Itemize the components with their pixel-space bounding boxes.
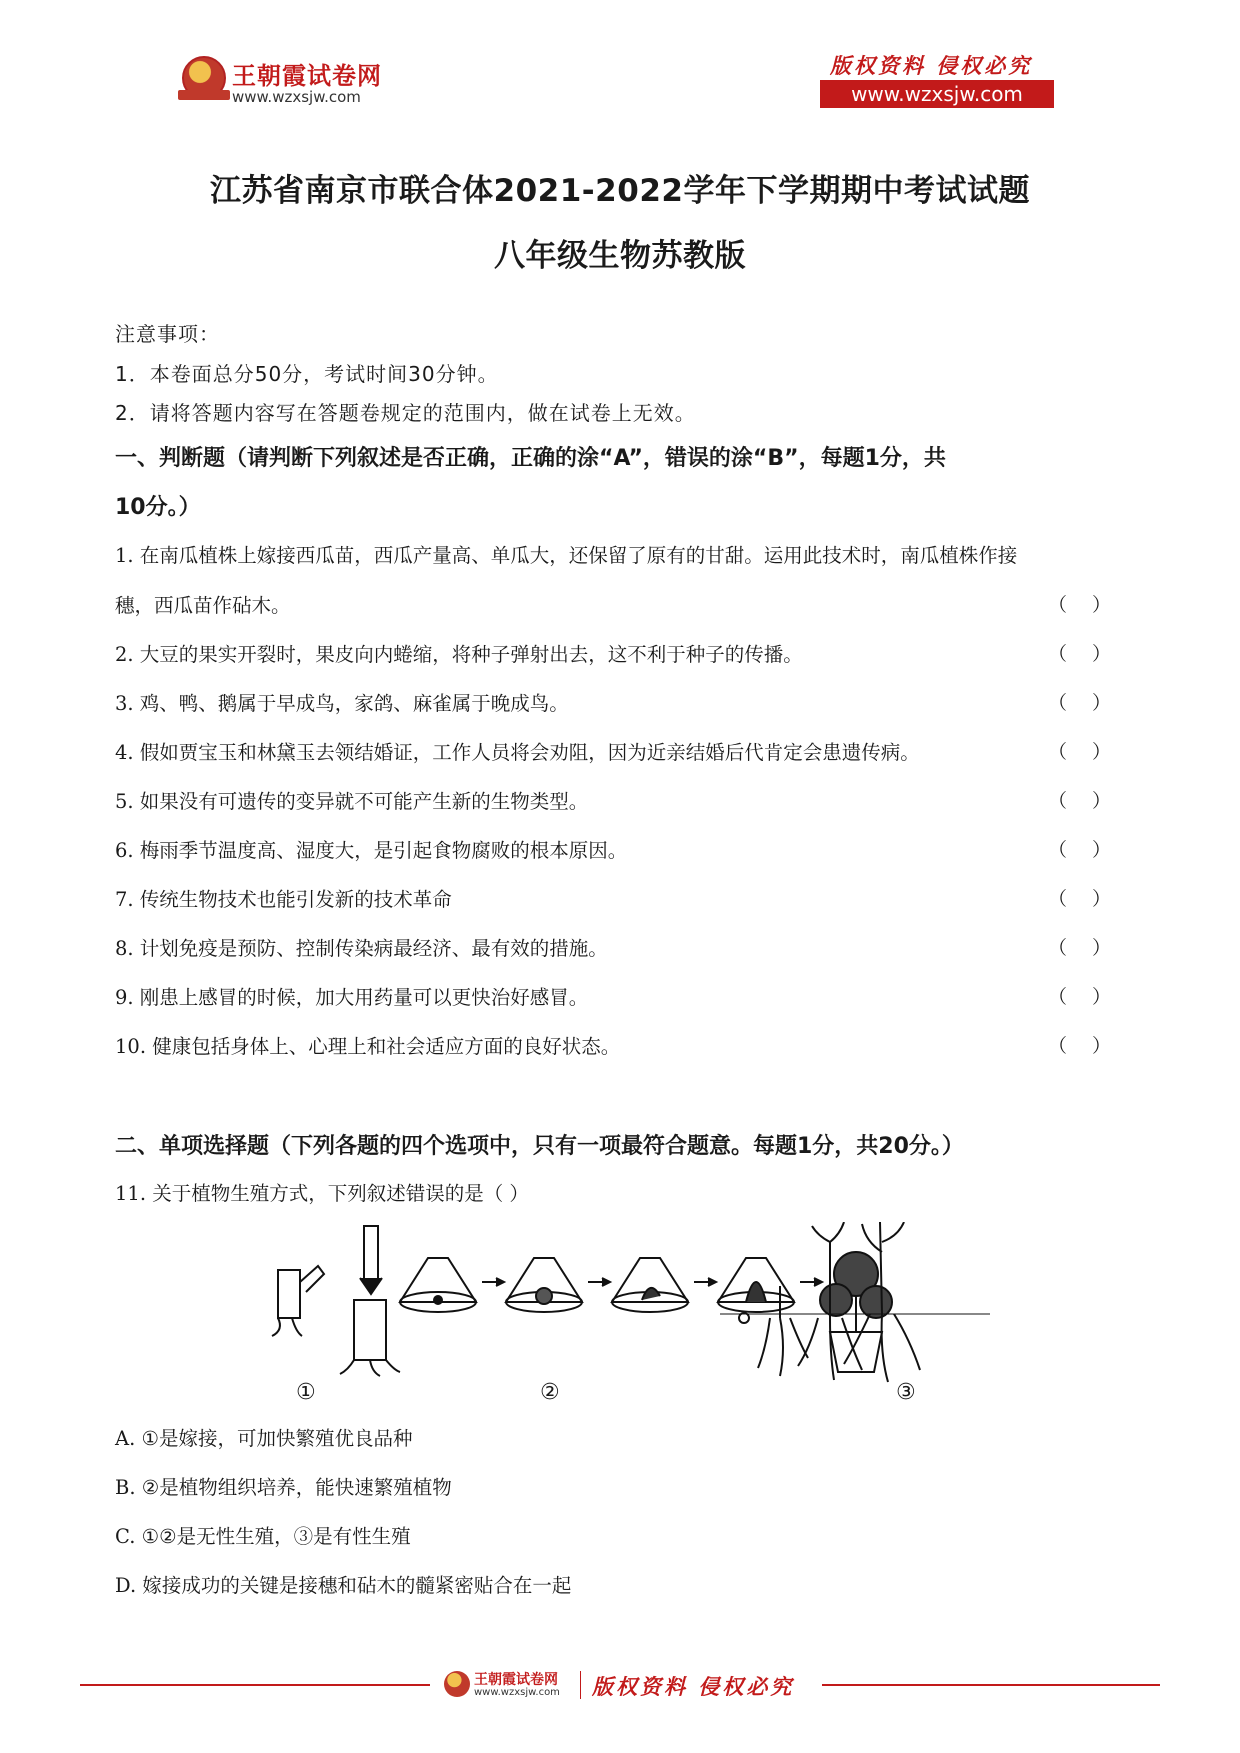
figure-label-2: ② [540,1380,560,1405]
question-6: 6. 梅雨季节温度高、湿度大，是引起食物腐败的根本原因。 [115,839,628,862]
copyright-block [820,50,1058,112]
figure-label-3: ③ [896,1380,916,1405]
ribbon-icon [178,90,230,100]
answer-blank: （ ） [1048,839,1112,861]
copyright-text: 版权资料 侵权必究 [830,53,1033,78]
page-footer [80,1665,1160,1705]
question-4: 4. 假如贾宝玉和林黛玉去领结婚证，工作人员将会劝阻，因为近亲结婚后代肯定会患遗传病。 [115,741,920,764]
footer-divider [822,1684,1160,1686]
notice-heading: 注意事项： [115,322,220,346]
option-d: D. 嫁接成功的关键是接穗和砧木的髓紧密贴合在一起 [115,1574,572,1597]
answer-blank: （ ） [1048,594,1112,616]
answer-blank: （ ） [1048,888,1112,910]
option-c: C. ①②是无性生殖，③是有性生殖 [115,1525,411,1548]
footer-divider [80,1684,430,1686]
footer-seal-icon [444,1671,470,1697]
question-11: 11. 关于植物生殖方式，下列叙述错误的是（ ） [115,1182,529,1205]
figure-label-1: ① [296,1380,316,1405]
exam-title: 江苏省南京市联合体2021-2022学年下学期期中考试试题 [210,173,1030,209]
question-3: 3. 鸡、鸭、鹅属于早成鸟，家鸽、麻雀属于晚成鸟。 [115,692,569,715]
section2-heading: 二、单项选择题（下列各题的四个选项中，只有一项最符合题意。每题1分，共20分。） [115,1134,964,1159]
answer-blank: （ ） [1048,741,1112,763]
option-a: A. ①是嫁接，可加快繁殖优良品种 [115,1427,413,1450]
question-10: 10. 健康包括身体上、心理上和社会适应方面的良好状态。 [115,1035,621,1058]
question-9: 9. 刚患上感冒的时候，加大用药量可以更快治好感冒。 [115,986,589,1009]
notice-item: 1．本卷面总分50分，考试时间30分钟。 [115,362,499,386]
figure-drawing [270,1222,990,1412]
question-8: 8. 计划免疫是预防、控制传染病最经济、最有效的措施。 [115,937,608,960]
logo-name: 王朝霞试卷网 [232,62,382,90]
answer-blank: （ ） [1048,643,1112,665]
section1-heading-cont: 10分。） [115,495,201,520]
notice-item: 2．请将答题内容写在答题卷规定的范围内，做在试卷上无效。 [115,401,696,425]
option-b: B. ②是植物组织培养，能快速繁殖植物 [115,1476,452,1499]
answer-blank: （ ） [1048,692,1112,714]
answer-blank: （ ） [1048,937,1112,959]
footer-copyright: 版权资料 侵权必究 [592,1674,795,1699]
question-7: 7. 传统生物技术也能引发新的技术革命 [115,888,452,911]
question-1-cont: 穗，西瓜苗作砧木。 [115,594,291,617]
plant-reproduction-figure [270,1222,990,1412]
exam-subtitle: 八年级生物苏教版 [494,238,746,274]
logo-url: www.wzxsjw.com [232,88,361,106]
answer-blank: （ ） [1048,1035,1112,1057]
footer-logo-url[interactable]: www.wzxsjw.com [474,1687,560,1698]
answer-blank: （ ） [1048,790,1112,812]
question-2: 2. 大豆的果实开裂时，果皮向内蜷缩，将种子弹射出去，这不利于种子的传播。 [115,643,803,666]
site-logo[interactable] [182,52,392,112]
question-5: 5. 如果没有可遗传的变异就不可能产生新的生物类型。 [115,790,589,813]
answer-blank: （ ） [1048,986,1112,1008]
question-1: 1. 在南瓜植株上嫁接西瓜苗，西瓜产量高、单瓜大，还保留了原有的甘甜。运用此技术时，南瓜植株作接 [115,544,1018,567]
footer-separator [580,1671,581,1699]
site-url-bar[interactable]: www.wzxsjw.com [820,80,1054,108]
footer-logo-name: 王朝霞试卷网 [474,1672,558,1688]
section1-heading: 一、判断题（请判断下列叙述是否正确，正确的涂“A”，错误的涂“B”，每题1分，共 [115,446,946,471]
